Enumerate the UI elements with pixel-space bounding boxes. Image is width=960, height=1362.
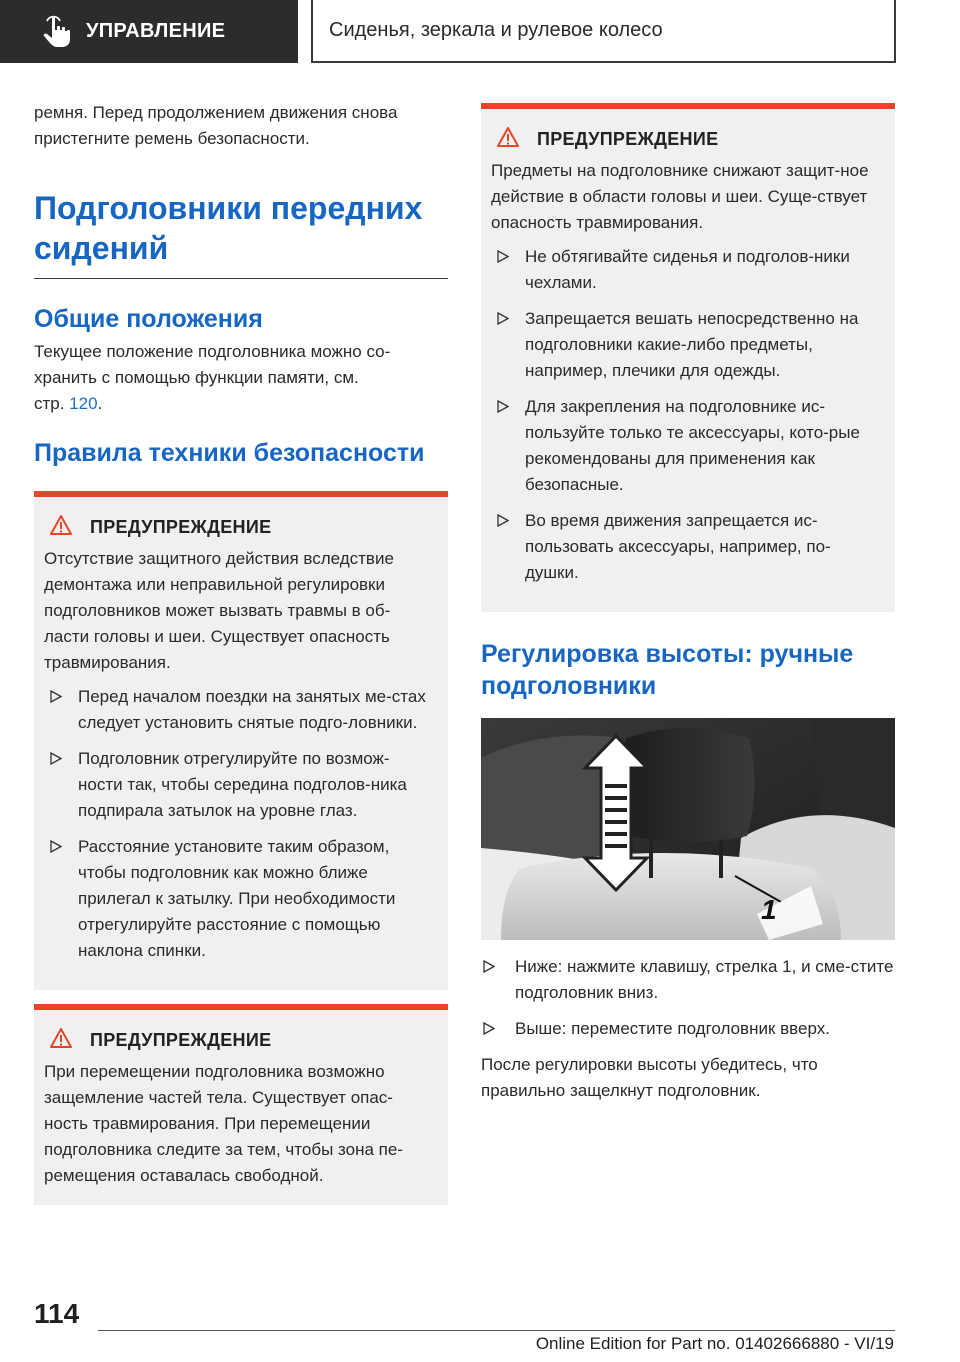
section-label: УПРАВЛЕНИЕ [86, 20, 226, 42]
triangle-bullet-icon [44, 684, 78, 736]
triangle-bullet-icon [481, 954, 515, 1006]
list-item: Расстояние установите таким образом, чтобы подголовник как можно ближе прилегал к затылку. При необходимости отрегулируйте расстояние с помощью наклона спинки. [44, 834, 434, 964]
warning-triangle-icon [497, 127, 519, 152]
warning-title: ПРЕДУПРЕЖДЕНИЕ [537, 129, 719, 149]
heading-rule [34, 278, 448, 279]
height-list [481, 954, 895, 1042]
list-item: Подголовник отрегулируйте по возмож-ности так, чтобы середина подголов-ника подпирала затылок на уровне глаз. [44, 746, 434, 824]
general-text: Текущее положение подголовника можно со-хранить с помощью функции памяти, см. [34, 342, 391, 387]
height-heading: Регулировка высоты: ручные подголовники [481, 640, 854, 700]
right-column [481, 103, 895, 1104]
safety-heading: Правила техники безопасности [34, 439, 425, 467]
list-item: Выше: переместите подголовник вверх. [481, 1016, 895, 1042]
headrest-photo [481, 718, 895, 940]
warning-header [491, 127, 881, 152]
warning-text: Отсутствие защитного действия вследствие демонтажа или неправильной регулировки подголовников может вызвать травмы в об-ласти головы и шеи. Существует опасность травмирования. [44, 549, 394, 672]
warning-box [481, 103, 895, 612]
section-heading: Подголовники передних сидений [34, 190, 423, 266]
hand-touch-icon [34, 10, 78, 54]
warning-box [34, 1004, 448, 1205]
list-item: Во время движения запрещается ис-пользовать аксессуары, например, по-душки. [491, 508, 881, 586]
warning-header [44, 515, 434, 540]
chapter-tab [311, 0, 896, 63]
list-item: Для закрепления на подголовнике ис-пользуйте только те аксессуары, кото-рые рекомендованы для применения как безопасные. [491, 394, 881, 498]
warning-box [34, 491, 448, 990]
triangle-bullet-icon [491, 508, 525, 586]
section-tab [0, 0, 298, 63]
warning-text: При перемещении подголовника возможно защемление частей тела. Существует опас-ность травмирования. При перемещении подголовника следите за тем, чтобы зона пе-ремещения оставалась свободной. [44, 1062, 403, 1185]
triangle-bullet-icon [44, 746, 78, 824]
triangle-bullet-icon [491, 306, 525, 384]
triangle-bullet-icon [44, 834, 78, 964]
general-heading: Общие положения [34, 305, 263, 333]
warning-triangle-icon [50, 515, 72, 540]
chapter-label: Сиденья, зеркала и рулевое колесо [329, 19, 663, 41]
page-ref-link[interactable]: 120 [69, 394, 98, 413]
after-paragraph: После регулировки высоты убедитесь, что правильно защелкнут подголовник. [481, 1055, 818, 1100]
page-number: 114 [34, 1298, 80, 1329]
general-paragraph [34, 339, 448, 417]
page-ref-prefix: стр. [34, 394, 70, 413]
triangle-bullet-icon [491, 394, 525, 498]
list-item: Ниже: нажмите клавишу, стрелка 1, и сме-стите подголовник вниз. [481, 954, 895, 1006]
warning-triangle-icon [50, 1028, 72, 1053]
warning-title: ПРЕДУПРЕЖДЕНИЕ [90, 1030, 272, 1050]
triangle-bullet-icon [481, 1016, 515, 1042]
triangle-bullet-icon [491, 244, 525, 296]
list-item: Перед началом поездки на занятых ме-стах следует установить снятые подго-ловники. [44, 684, 434, 736]
left-column [34, 100, 448, 1205]
list-item: Запрещается вешать непосредственно на подголовники какие-либо предметы, например, плечики для одежды. [491, 306, 881, 384]
warning-list [491, 244, 881, 586]
edition-label: Online Edition for Part no. 01402666880 - VI/19 [535, 1334, 894, 1353]
list-item: Не обтягивайте сиденья и подголов-ники чехлами. [491, 244, 881, 296]
warning-header [44, 1028, 434, 1053]
callout-number: 1 [761, 894, 777, 925]
warning-title: ПРЕДУПРЕЖДЕНИЕ [90, 517, 272, 537]
warning-list [44, 684, 434, 964]
page-ref-suffix: . [97, 394, 103, 413]
warning-text: Предметы на подголовнике снижают защит-ное действие в области головы и шеи. Суще-ствует опасность травмирования. [491, 161, 869, 232]
intro-paragraph: ремня. Перед продолжением движения снова пристегните ремень безопасности. [34, 103, 398, 148]
footer-rule [98, 1330, 895, 1331]
